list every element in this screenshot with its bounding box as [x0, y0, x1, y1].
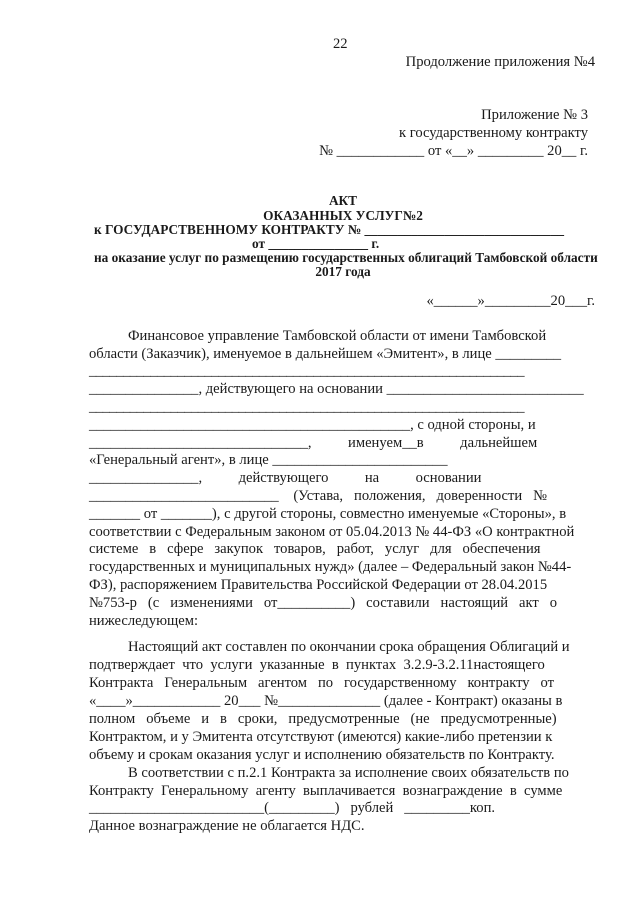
page-number: 22: [333, 36, 348, 52]
continuation-label: Продолжение приложения №4: [405, 54, 595, 70]
text-line: Контрактом, и у Эмитента отсутствуют (имеются) какие-либо претензии к: [89, 729, 553, 745]
text-line: ______________________________, именуем__в дальнейшем: [89, 435, 538, 451]
act-contract-line: к ГОСУДАРСТВЕННОМУ КОНТРАКТУ № ______________________________: [94, 222, 564, 237]
text-line: _______________, действующего на основании: [89, 470, 482, 486]
text-line: №753-р (с изменениями от__________) составили настоящий акт о: [89, 595, 558, 611]
appendix-title: Приложение № 3: [481, 107, 588, 123]
act-subject-line: на оказание услуг по размещению государственных облигаций Тамбовской области: [94, 250, 598, 265]
appendix-number-line: № ____________ от «__» _________ 20__ г.: [319, 143, 588, 159]
text-line: _______ от _______), с другой стороны, совместно именуемые «Стороны», в: [89, 506, 567, 522]
text-line: государственных и муниципальных нужд» (далее – Федеральный закон №44-: [89, 559, 572, 575]
text-line: ФЗ), распоряжением Правительства Российской Федерации от 28.04.2015: [89, 577, 548, 593]
text-line: области (Заказчик), именуемое в дальнейшем «Эмитент», в лице _________: [89, 346, 562, 362]
text-line: системе в сфере закупок товаров, работ, услуг для обеспечения: [89, 541, 541, 557]
act-title: АКТ: [328, 193, 358, 208]
act-date: «______»_________20___г.: [426, 293, 595, 309]
text-line: Контракту Генеральному агенту выплачивается вознаграждение в сумме: [89, 783, 563, 799]
text-line: «____»____________ 20___ №______________ (далее - Контракт) оказаны в: [89, 693, 563, 709]
text-line: полном объеме и в сроки, предусмотренные (не предусмотренные): [89, 711, 557, 727]
text-line: В соответствии с п.2.1 Контракта за исполнение своих обязательств по: [128, 765, 569, 781]
text-line: ____________________________________________, с одной стороны, и: [89, 417, 536, 433]
appendix-to-contract: к государственному контракту: [398, 125, 588, 141]
text-line: ________________________________________________________________: [89, 399, 524, 415]
act-subtitle: ОКАЗАННЫХ УСЛУГ№2: [263, 208, 423, 223]
text-line: Контракта Генеральным агентом по государственному контракту от: [89, 675, 555, 691]
text-line: объему и срокам оказания услуг и исполнению обязательств по Контракту.: [89, 747, 555, 763]
text-line: «Генеральный агент», в лице ________________________: [89, 452, 448, 468]
text-line: подтверждает что услуги указанные в пунктах 3.2.9-3.2.11настоящего: [89, 657, 545, 673]
text-line: нижеследующем:: [89, 613, 199, 629]
text-line: _______________, действующего на основании ___________________________: [89, 381, 584, 397]
text-line: соответствии с Федеральным законом от 05.04.2013 № 44-ФЗ «О контрактной: [89, 524, 575, 540]
text-line: ________________________(_________) рублей _________коп.: [89, 800, 496, 816]
text-line: Финансовое управление Тамбовской области от имени Тамбовской: [128, 328, 547, 344]
text-line: Настоящий акт составлен по окончании срока обращения Облигаций и: [128, 639, 570, 655]
text-line: Данное вознаграждение не облагается НДС.: [89, 818, 365, 834]
act-year-line: 2017 года: [315, 264, 371, 279]
text-line: __________________________ (Устава, положения, доверенности №: [89, 488, 548, 504]
text-line: ________________________________________________________________: [89, 363, 524, 379]
act-date-line: от _______________ г.: [252, 236, 380, 251]
